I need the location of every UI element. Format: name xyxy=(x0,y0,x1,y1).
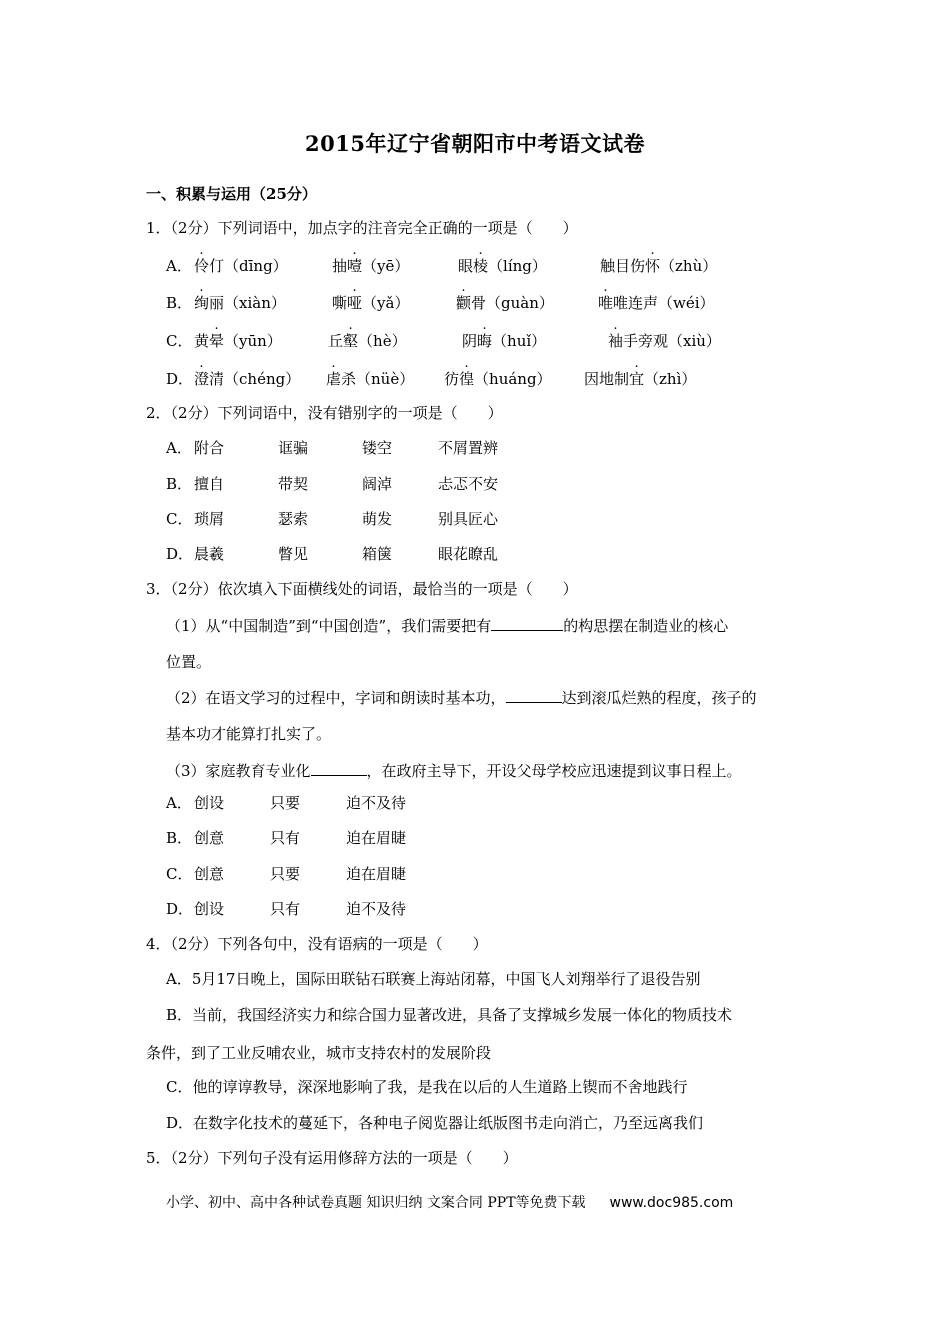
word-1: 创设 xyxy=(194,900,225,918)
word-2: 只有 xyxy=(270,829,301,847)
word-2: 丘壑（hè） xyxy=(328,332,407,350)
word-2: 瞥见 xyxy=(278,545,309,563)
word-2: 抽噎（yē） xyxy=(332,257,410,275)
word-3: 萌发 xyxy=(362,510,393,528)
page-footer xyxy=(166,1192,733,1212)
footer-text: 小学、初中、高中各种试卷真题 知识归纳 文案合同 PPT等免费下载 xyxy=(166,1195,586,1211)
question-3-sentence-1-cont: 位置。 xyxy=(166,653,212,671)
blank-line xyxy=(491,614,563,631)
question-5-stem: 5．（2分）下列句子没有运用修辞方法的一项是（ ） xyxy=(146,1149,518,1167)
word-3: 阔淖 xyxy=(362,475,393,493)
question-3-stem: 3．（2分）依次填入下面横线处的词语，最恰当的一项是（ ） xyxy=(146,580,578,598)
word-4: 眼花瞭乱 xyxy=(438,545,499,563)
word-2: 带契 xyxy=(278,475,309,493)
word-4: 不屑置辨 xyxy=(438,439,499,457)
word-1: 琐屑 xyxy=(194,510,225,528)
word-2: 诓骗 xyxy=(278,439,309,457)
option-letter: D． xyxy=(166,900,194,918)
question-3-sentence-1: （1）从“中国制造”到“中国创造”，我们需要把有 的构思摆在制造业的核心 xyxy=(166,614,728,636)
word-4: 因地制宜（zhì） xyxy=(584,370,697,388)
question-2-stem: 2．（2分）下列词语中，没有错别字的一项是（ ） xyxy=(146,404,503,422)
word-4: 触目伤怀（zhù） xyxy=(600,257,718,275)
question-4-option-b: B．当前，我国经济实力和综合国力显著改进，具备了支撑城乡发展一体化的物质技术 xyxy=(166,1006,733,1024)
option-letter: D． xyxy=(166,370,194,388)
word-1: 伶仃（dīng） xyxy=(194,257,288,275)
word-2: 瑟索 xyxy=(278,510,309,528)
question-1-stem: 1．（2分）下列词语中，加点字的注音完全正确的一项是（ ） xyxy=(146,219,578,237)
question-4-option-b-cont: 条件，到了工业反哺农业，城市支持农村的发展阶段 xyxy=(146,1044,492,1062)
word-3: 镂空 xyxy=(362,439,393,457)
word-3: 颧骨（guàn） xyxy=(456,294,554,312)
word-3: 迫不及待 xyxy=(346,794,407,812)
word-2: 只要 xyxy=(270,794,301,812)
option-letter: C． xyxy=(166,865,193,883)
option-letter: B． xyxy=(166,475,193,493)
word-3: 迫不及待 xyxy=(346,900,407,918)
word-3: 箱箧 xyxy=(362,545,393,563)
option-letter: B． xyxy=(166,294,193,312)
word-4: 唯唯连声（wéi） xyxy=(598,294,715,312)
blank-line xyxy=(506,686,562,703)
question-4-option-a: A．5月17日晚上，国际田联钻石联赛上海站闭幕，中国飞人刘翔举行了退役告别 xyxy=(166,970,701,988)
option-letter: A． xyxy=(166,794,192,812)
option-letter: C． xyxy=(166,332,193,350)
word-3: 迫在眉睫 xyxy=(346,865,407,883)
question-3-sentence-2-cont: 基本功才能算打扎实了。 xyxy=(166,725,332,743)
page-title: 2015年辽宁省朝阳市中考语文试卷 xyxy=(305,131,645,156)
word-3: 阴晦（huǐ） xyxy=(462,332,547,350)
word-2: 虐杀（nüè） xyxy=(326,370,415,388)
word-3: 眼棱（líng） xyxy=(458,257,547,275)
word-1: 创意 xyxy=(194,829,225,847)
word-1: 创设 xyxy=(194,794,225,812)
word-3: 彷徨（huáng） xyxy=(444,370,552,388)
word-1: 附合 xyxy=(194,439,225,457)
word-2: 只要 xyxy=(270,865,301,883)
question-4-stem: 4．（2分）下列各句中，没有语病的一项是（ ） xyxy=(146,935,488,953)
word-1: 晨羲 xyxy=(194,545,225,563)
word-2: 嘶哑（yǎ） xyxy=(332,294,410,312)
question-3-sentence-2: （2）在语文学习的过程中，字词和朗读时基本功， 达到滚瓜烂熟的程度，孩子的 xyxy=(166,686,757,708)
word-4: 袖手旁观（xiù） xyxy=(608,332,721,350)
word-1: 澄清（chéng） xyxy=(194,370,301,388)
word-4: 忐忑不安 xyxy=(438,475,499,493)
word-1: 绚丽（xiàn） xyxy=(194,294,286,312)
word-3: 迫在眉睫 xyxy=(346,829,407,847)
option-letter: A． xyxy=(166,439,192,457)
word-1: 黄晕（yūn） xyxy=(194,332,282,350)
option-letter: C． xyxy=(166,510,193,528)
word-2: 只有 xyxy=(270,900,301,918)
option-letter: A． xyxy=(166,257,192,275)
footer-url[interactable]: www.doc985.com xyxy=(609,1195,734,1211)
section-heading: 一、积累与运用（25分） xyxy=(146,185,317,203)
blank-line xyxy=(311,759,367,776)
word-1: 创意 xyxy=(194,865,225,883)
word-1: 擅自 xyxy=(194,475,225,493)
word-4: 别具匠心 xyxy=(438,510,499,528)
question-3-sentence-3: （3）家庭教育专业化 ，在政府主导下，开设父母学校应迅速提到议事日程上。 xyxy=(166,759,742,781)
question-4-option-d: D．在数字化技术的蔓延下，各种电子阅览器让纸版图书走向消亡，乃至远离我们 xyxy=(166,1114,704,1132)
option-letter: D． xyxy=(166,545,194,563)
option-letter: B． xyxy=(166,829,193,847)
question-4-option-c: C．他的谆谆教导，深深地影响了我，是我在以后的人生道路上锲而不舍地践行 xyxy=(166,1078,688,1096)
